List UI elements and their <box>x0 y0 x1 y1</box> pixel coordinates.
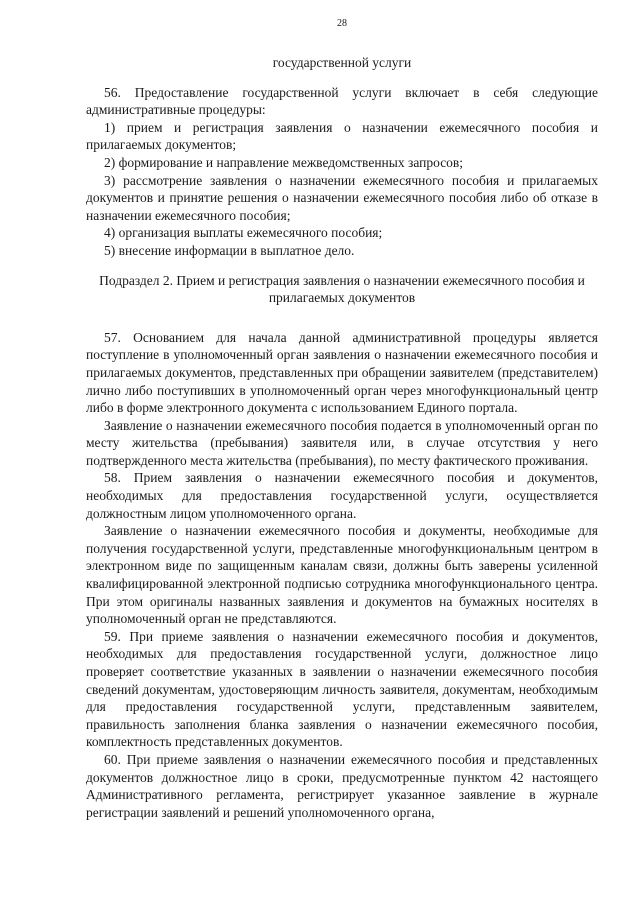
paragraph-57: 57. Основанием для начала данной административной процедуры является поступление в уполномоченный орган заявления о назначении ежемесячного пособия и прилагаемых документов, представленных при обращении заявителем (представителем) лично либо поступивших в уполномоченный орган через многофункциональный центр либо в форме электронного документа с использованием Единого портала. <box>86 329 598 416</box>
paragraph-59: 59. При приеме заявления о назначении ежемесячного пособия и документов, необходимых для предоставления государственной услуги, должностное лицо проверяет соответствие указанных в заявлении о назначении ежемесячного пособия сведений документам, удостоверяющим личность заявителя, документам, необходимым для предоставления государственной услуги, представленным заявителем, правильность заполнения бланка заявления о назначении ежемесячного пособия, комплектность представленных документов. <box>86 628 598 750</box>
list-item: 5) внесение информации в выплатное дело. <box>104 242 355 258</box>
heading-continuation: государственной услуги <box>272 55 412 70</box>
list-item: 4) организация выплаты ежемесячного пособия; <box>104 225 383 241</box>
paragraph-58-continued: Заявление о назначении ежемесячного пособия и документы, необходимые для получения государственной услуги, представленные многофункциональным центром в электронном виде по защищенным каналам связи, должны быть заверены усиленной квалифицированной электронной подписью сотрудника многофункционального центра. При этом оригиналы названных заявления и документов на бумажных носителях в уполномоченный орган не представляются. <box>86 523 598 627</box>
paragraph-57-continued: Заявление о назначении ежемесячного пособия подается в уполномоченный орган по месту жительства (пребывания) заявителя или, в случае отсутствия у него подтвержденного места жительства (пребывания), по месту фактического проживания. <box>86 417 598 468</box>
list-item: 1) прием и регистрация заявления о назначении ежемесячного пособия и прилагаемых документов; <box>86 119 598 153</box>
list-item: 2) формирование и направление межведомственных запросов; <box>104 154 464 170</box>
paragraph-58: 58. Прием заявления о назначении ежемесячного пособия и документов, необходимых для предоставления государственной услуги, осуществляется должностным лицом уполномоченного органа. <box>86 470 598 521</box>
list-item: 3) рассмотрение заявления о назначении ежемесячного пособия и прилагаемых документов и принятие решения о назначении ежемесячного пособия либо об отказе в назначении ежемесячного пособия; <box>86 172 598 223</box>
subsection-title: Подраздел 2. Прием и регистрация заявления о назначении ежемесячного пособия и прилагаемых документов <box>99 272 585 306</box>
paragraph-56-intro: 56. Предоставление государственной услуги включает в себя следующие административные процедуры: <box>86 84 598 118</box>
page-number: 28 <box>337 18 347 29</box>
paragraph-60: 60. При приеме заявления о назначении ежемесячного пособия и представленных документов должностное лицо в сроки, предусмотренные пунктом 42 настоящего Административного регламента, регистрирует указанное заявление в журнале регистрации заявлений и решений уполномоченного органа, <box>86 751 598 820</box>
